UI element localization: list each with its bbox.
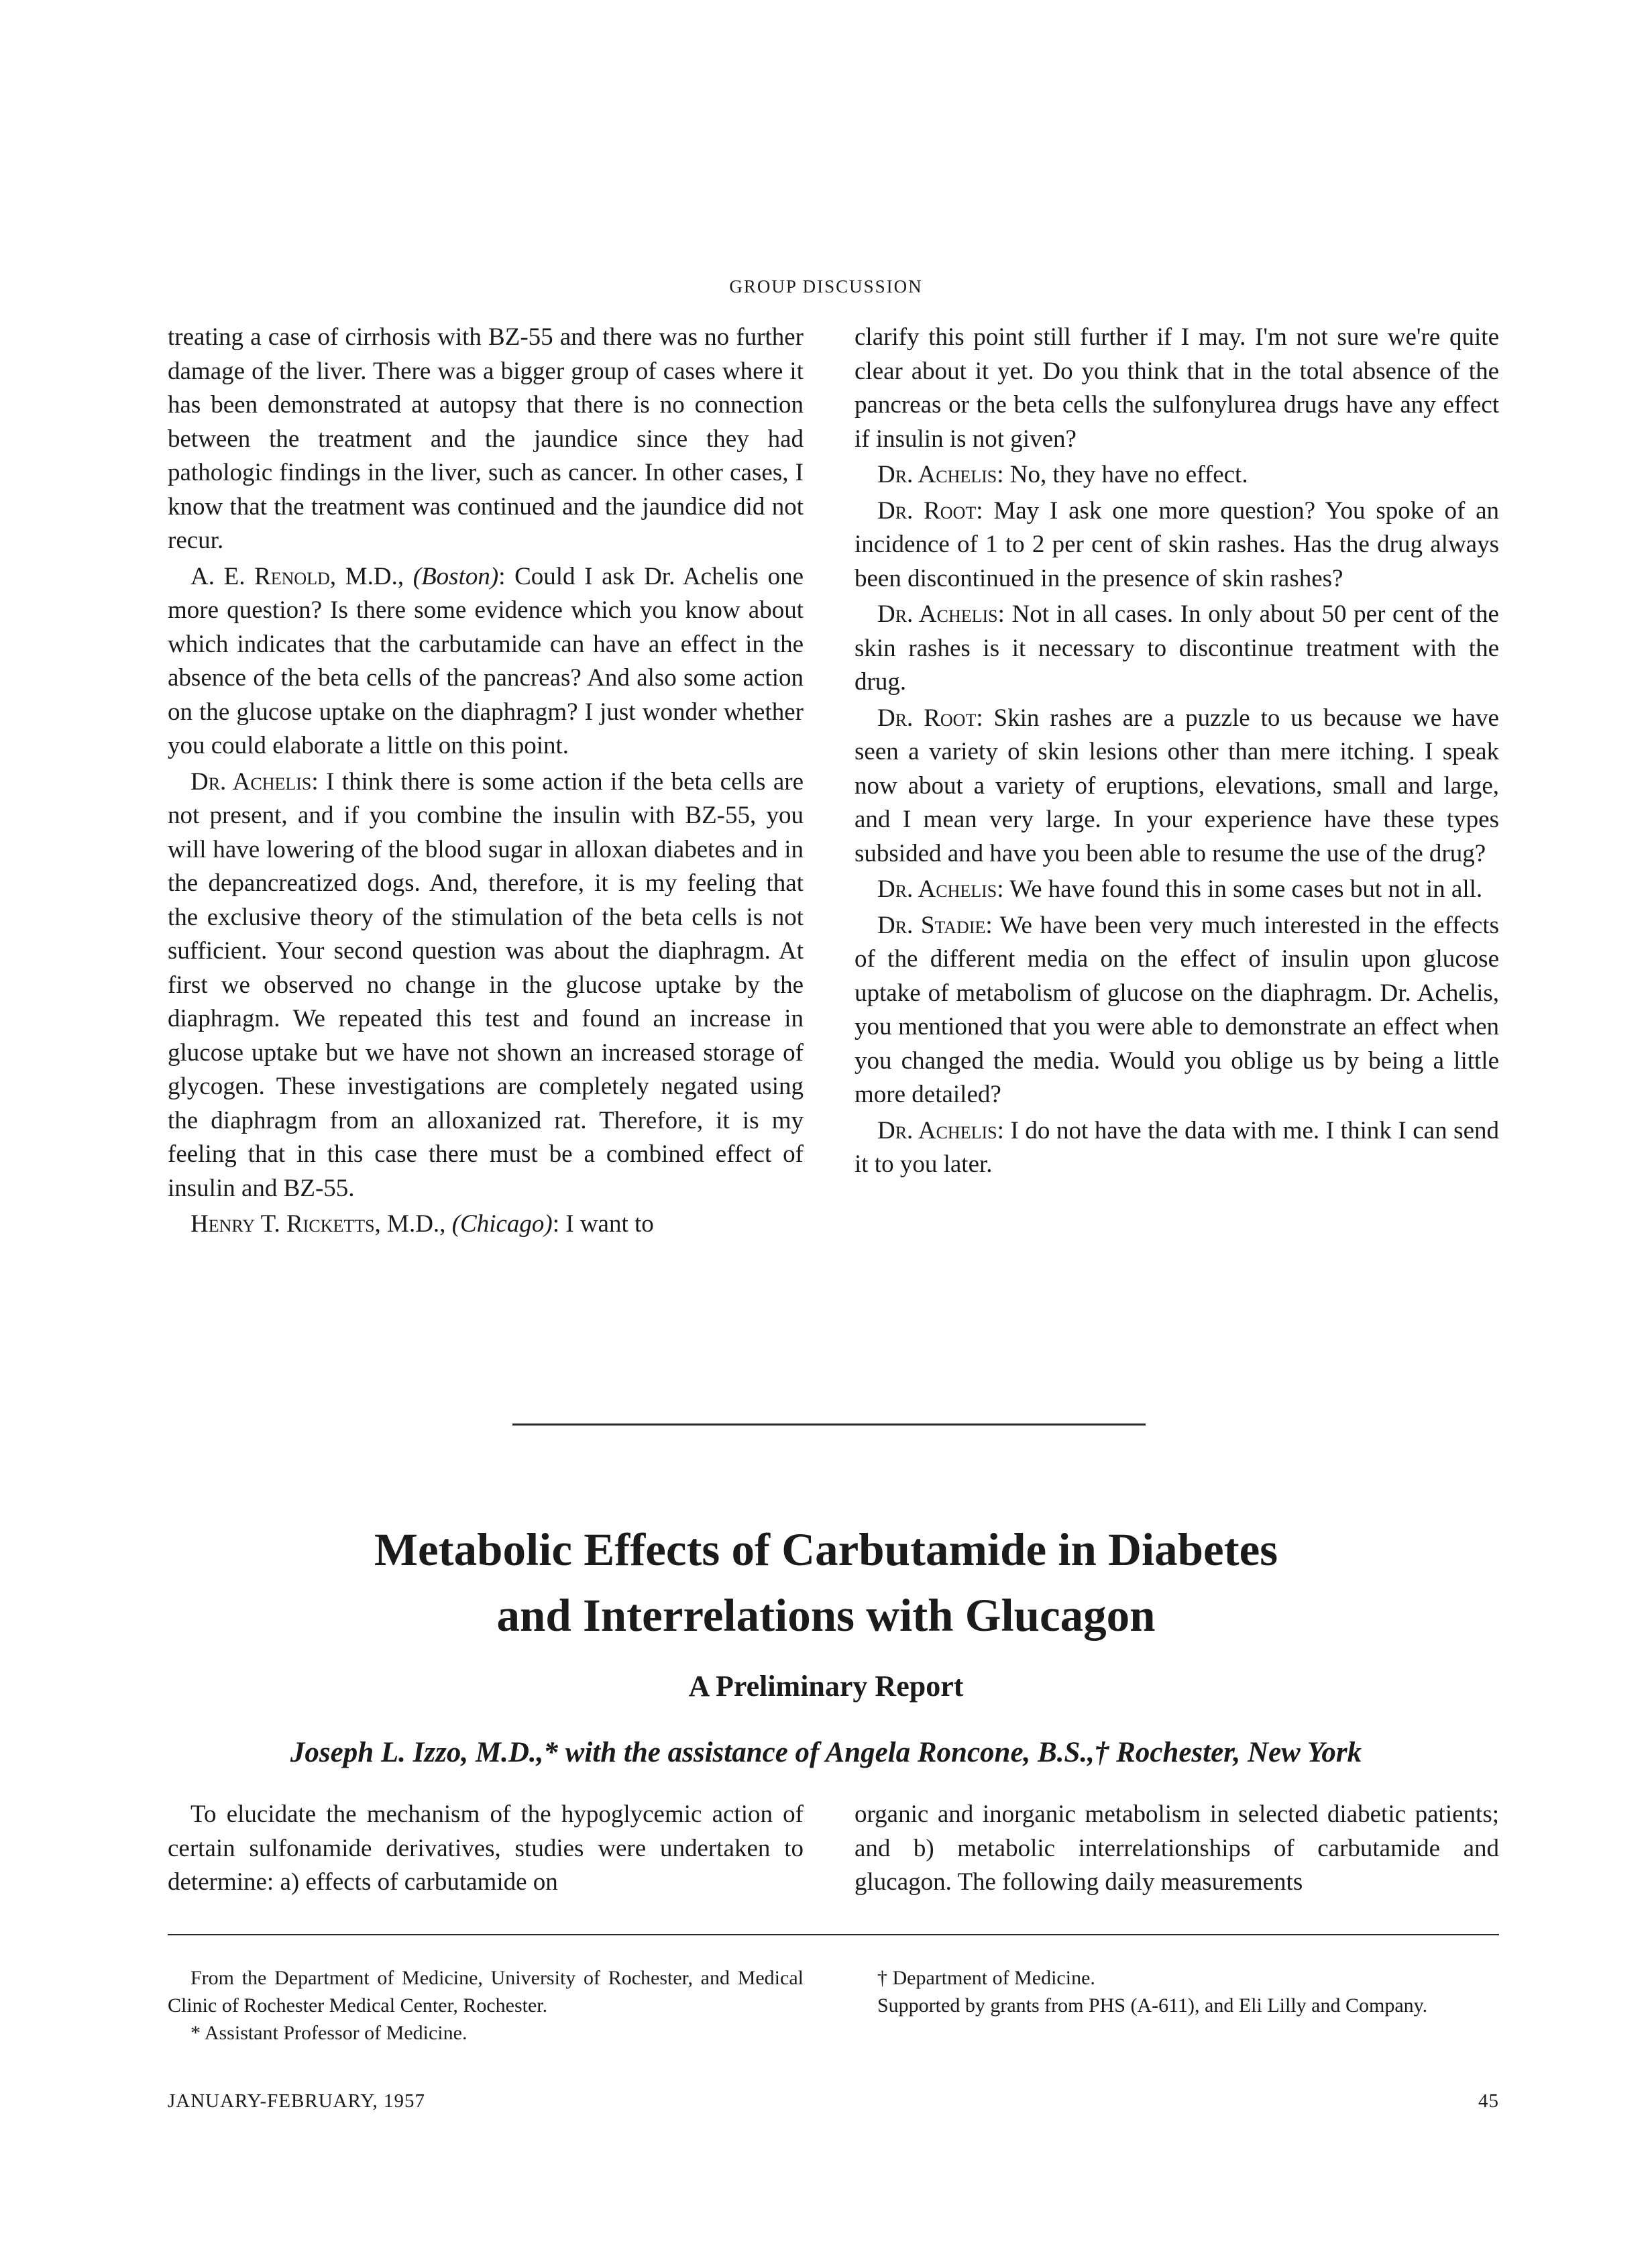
speaker-name: Dr. Achelis xyxy=(190,767,312,796)
discussion-paragraph: clarify this point still further if I may. I'm not sure we're quite clear about it yet. Do you think that in the total absence of the pancreas or the beta cells the sulfonylurea drugs have any effect if insulin is not given? xyxy=(855,323,1499,453)
issue-date: JANUARY-FEBRUARY, 1957 xyxy=(168,2090,426,2112)
running-head: GROUP DISCUSSION xyxy=(729,276,923,297)
speaker-name: Dr. Achelis xyxy=(877,600,998,628)
footnotes-left xyxy=(168,1964,804,2047)
speaker-text: : Not in all cases. In only about 50 per cent of the skin rashes is it necessary to discontinue treatment with the drug. xyxy=(855,600,1499,696)
speaker-text: : Could I ask Dr. Achelis one more question? Is there some evidence which you know about which indicates that the carbutamide can have an effect in the absence of the beta cells of the pancreas? And also some action on the glucose uptake on the diaphragm? I just wonder whether you could elaborate a little on this point. xyxy=(168,562,804,759)
speaker-text: : May I ask one more question? You spoke of an incidence of 1 to 2 per cent of skin rashes. Has the drug always been discontinued in the presence of skin rashes? xyxy=(855,496,1499,592)
speaker-name: Dr. Achelis xyxy=(877,461,997,488)
speaker-text: : We have found this in some cases but not in all. xyxy=(997,875,1483,903)
speaker-name: Dr. Achelis xyxy=(877,1116,997,1144)
discussion-right-column xyxy=(855,321,1499,1182)
discussion-paragraph xyxy=(855,873,1499,907)
section-separator xyxy=(512,1424,1146,1426)
discussion-paragraph xyxy=(168,765,804,1206)
discussion-paragraph xyxy=(855,598,1499,700)
discussion-paragraph xyxy=(168,1207,804,1242)
footnote: * Assistant Professor of Medicine. xyxy=(190,2022,467,2044)
speaker-text: : No, they have no effect. xyxy=(997,461,1248,488)
page-number: 45 xyxy=(1478,2090,1499,2112)
speaker-location: (Chicago) xyxy=(451,1210,553,1238)
speaker-name: Dr. Stadie xyxy=(877,911,986,939)
article-body-right xyxy=(855,1798,1499,1900)
footnotes-right xyxy=(855,1964,1499,2019)
discussion-left-column xyxy=(168,321,804,1242)
speaker-text: : Skin rashes are a puzzle to us because we have seen a variety of skin lesions other than mere itching. I speak now about a variety of eruptions, elevations, small and large, and I mean very large. In your experience have these types subsided and have you been able to resume the use of the drug? xyxy=(855,704,1499,867)
speaker-text: : I do not have the data with me. I think I can send it to you later. xyxy=(855,1116,1499,1178)
speaker-name: Dr. Root xyxy=(877,496,977,525)
speaker-name: Dr. Root xyxy=(877,704,977,732)
speaker-name: Dr. Achelis xyxy=(877,875,997,903)
article-authors: Joseph L. Izzo, M.D.,* with the assistance of Angela Roncone, B.S.,† Rochester, New York xyxy=(290,1737,1362,1768)
speaker-name: A. E. Renold, M.D., xyxy=(190,562,404,590)
footnote: From the Department of Medicine, University of Rochester, and Medical Clinic of Rochester Medical Center, Rochester. xyxy=(168,1967,804,2017)
article-paragraph: organic and inorganic metabolism in selected diabetic patients; and b) metabolic interrelationships of carbutamide and glucagon. The following daily measurements xyxy=(855,1801,1499,1896)
article-title-line-1: Metabolic Effects of Carbutamide in Diabetes xyxy=(374,1524,1278,1575)
speaker-text: : I think there is some action if the beta cells are not present, and if you combine the insulin with BZ-55, you will have lowering of the blood sugar in alloxan diabetes and in the depancreatized dogs. And, therefore, it is my feeling that the exclusive theory of the stimulation of the beta cells is not sufficient. Your second question was about the diaphragm. At first we observed no change in the glucose uptake by the diaphragm. We repeated this test and found an increase in glucose uptake but we have not shown an increased storage of glycogen. These investigations are completely negated using the diaphragm from an alloxanized rat. Therefore, it is my feeling that in this case there must be a combined effect of insulin and BZ-55. xyxy=(168,767,804,1202)
footnote: Supported by grants from PHS (A-611), and Eli Lilly and Company. xyxy=(877,1994,1428,2017)
discussion-paragraph xyxy=(855,909,1499,1112)
footnote-rule xyxy=(168,1934,1499,1935)
discussion-paragraph xyxy=(855,458,1499,492)
speaker-text: : We have been very much interested in the effects of the different media on the effect of insulin upon glucose uptake of metabolism of glucose on the diaphragm. Dr. Achelis, you mentioned that you were able to demonstrate an effect when you changed the media. Would you oblige us by being a little more detailed? xyxy=(855,911,1499,1108)
footnote: † Department of Medicine. xyxy=(877,1967,1095,1989)
article-subtitle: A Preliminary Report xyxy=(688,1670,964,1703)
article-title-line-2: and Interrelations with Glucagon xyxy=(496,1590,1156,1641)
article-body-left xyxy=(168,1798,804,1900)
discussion-paragraph xyxy=(168,560,804,763)
discussion-paragraph xyxy=(855,702,1499,871)
speaker-location: (Boston) xyxy=(412,562,499,590)
discussion-paragraph xyxy=(855,1114,1499,1182)
article-paragraph: To elucidate the mechanism of the hypoglycemic action of certain sulfonamide derivatives, studies were undertaken to determine: a) effects of carbutamide on xyxy=(168,1801,804,1896)
speaker-text: : I want to xyxy=(552,1210,654,1238)
discussion-paragraph: treating a case of cirrhosis with BZ-55 and there was no further damage of the liver. There was a bigger group of cases where it has been demonstrated at autopsy that there is no connection between the treatment and the jaundice since they had pathologic findings in the liver, such as cancer. In other cases, I know that the treatment was continued and the jaundice did not recur. xyxy=(168,323,804,554)
discussion-paragraph xyxy=(855,494,1499,596)
speaker-name: Henry T. Ricketts, M.D., xyxy=(190,1210,446,1238)
